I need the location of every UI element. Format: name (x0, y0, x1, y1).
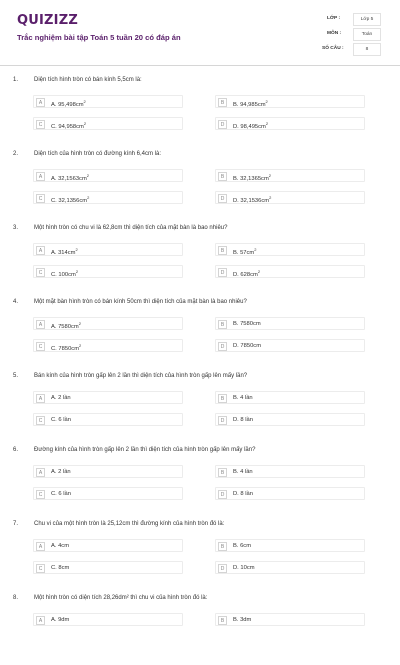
answer-option-a[interactable] (33, 169, 183, 182)
option-letter-box: A (36, 98, 45, 107)
question-4 (0, 295, 400, 369)
option-letter-box: D (218, 564, 227, 573)
option-text: B. 7580cm (233, 321, 261, 327)
question-number: 3. (13, 225, 19, 231)
option-letter-box: C (36, 120, 45, 129)
answer-option-c[interactable] (33, 487, 183, 500)
question-number: 6. (13, 447, 19, 453)
meta-value: Toán (353, 28, 381, 41)
option-text: C. $94,958cm^2$ (51, 121, 87, 130)
answer-option-d[interactable] (215, 561, 365, 574)
question-number: 1. (13, 77, 19, 83)
answer-option-c[interactable] (33, 117, 183, 130)
answer-option-d[interactable] (215, 117, 365, 130)
option-letter-box: C (36, 268, 45, 277)
question-text: Đường kính của hình tròn gấp lên 2 lần thì diện tích của hình tròn gấp lên mấy lần? (34, 447, 256, 453)
option-text: A. 9dm (51, 617, 70, 623)
option-letter-box: D (218, 490, 227, 499)
answer-option-a[interactable] (33, 613, 183, 626)
question-text: Diện tích của hình tròn có đường kính 6,4cm là: (34, 151, 162, 157)
question-7 (0, 517, 400, 591)
quizizz-logo: QUIZIZZ (17, 13, 78, 28)
option-letter-box: C (36, 564, 45, 573)
answer-option-d[interactable] (215, 339, 365, 352)
option-letter-box: D (218, 416, 227, 425)
option-text: B. $94,985cm^2$ (233, 99, 268, 108)
option-text: C. 8cm (51, 565, 70, 571)
question-number: 5. (13, 373, 19, 379)
answer-option-b[interactable] (215, 317, 365, 330)
option-letter-box: B (218, 468, 227, 477)
option-letter-box: A (36, 616, 45, 625)
answer-option-d[interactable] (215, 191, 365, 204)
option-letter-box: A (36, 320, 45, 329)
answer-option-a[interactable] (33, 465, 183, 478)
option-text: D. 8 lần (233, 491, 253, 497)
option-letter-box: A (36, 468, 45, 477)
option-letter-box: B (218, 542, 227, 551)
meta-label: LỚP : (327, 16, 341, 21)
meta-row-class (327, 13, 389, 28)
option-letter-box: C (36, 342, 45, 351)
option-text: D. $628cm^2$ (233, 269, 261, 278)
option-text: B. $57cm^2$ (233, 247, 257, 256)
answer-option-b[interactable] (215, 391, 365, 404)
answer-option-c[interactable] (33, 191, 183, 204)
option-text: C. $100cm^2$ (51, 269, 79, 278)
answer-option-b[interactable] (215, 243, 365, 256)
question-1 (0, 73, 400, 147)
option-letter-box: A (36, 172, 45, 181)
option-text: A. $7580cm^2$ (51, 321, 81, 330)
question-number: 4. (13, 299, 19, 305)
answer-option-c[interactable] (33, 413, 183, 426)
answer-option-a[interactable] (33, 391, 183, 404)
worksheet-header (0, 0, 400, 66)
answer-option-b[interactable] (215, 95, 365, 108)
question-text: Một mặt bàn hình tròn có bán kính 50cm thì diện tích của mặt bàn là bao nhiêu? (34, 299, 247, 305)
question-text: Một hình tròn có chu vi là 62,8cm thì diện tích của mặt bàn là bao nhiêu? (34, 225, 228, 231)
option-text: C. 6 lần (51, 491, 71, 497)
option-letter-box: D (218, 268, 227, 277)
option-text: D. 8 lần (233, 417, 253, 423)
option-letter-box: C (36, 194, 45, 203)
option-letter-box: D (218, 120, 227, 129)
option-text: C. 6 lần (51, 417, 71, 423)
question-number: 2. (13, 151, 19, 157)
option-text: B. 4 lần (233, 469, 253, 475)
option-text: D. 10cm (233, 565, 255, 571)
answer-option-c[interactable] (33, 265, 183, 278)
option-text: D. $32,1536cm^2$ (233, 195, 272, 204)
question-2 (0, 147, 400, 221)
option-text: B. $32,1365cm^2$ (233, 173, 272, 182)
option-text: A. 2 lần (51, 395, 71, 401)
answer-option-a[interactable] (33, 539, 183, 552)
option-text: B. 3dm (233, 617, 252, 623)
meta-row-subject (327, 28, 389, 43)
answer-option-a[interactable] (33, 317, 183, 330)
meta-label: MÔN : (327, 31, 342, 36)
option-text: A. $95,498cm^2$ (51, 99, 86, 108)
question-text: Chu vi của một hình tròn là 25,12cm thì đường kính của hình tròn đó là: (34, 521, 225, 527)
answer-option-c[interactable] (33, 339, 183, 352)
option-text: A. 2 lần (51, 469, 71, 475)
question-number: 8. (13, 595, 19, 601)
question-text: Bán kính của hình tròn gấp lên 2 lần thì diện tích của hình tròn gấp lên mấy lần? (34, 373, 248, 379)
answer-option-b[interactable] (215, 613, 365, 626)
question-6 (0, 443, 400, 517)
meta-label: SỐ CÂU : (322, 46, 344, 51)
question-number: 7. (13, 521, 19, 527)
option-letter-box: D (218, 342, 227, 351)
option-text: D. $98,495cm^2$ (233, 121, 269, 130)
question-3 (0, 221, 400, 295)
answer-option-a[interactable] (33, 243, 183, 256)
option-letter-box: A (36, 542, 45, 551)
option-letter-box: A (36, 394, 45, 403)
option-letter-box: C (36, 416, 45, 425)
option-letter-box: C (36, 490, 45, 499)
option-text: C. $32,1356cm^2$ (51, 195, 90, 204)
option-text: C. $7850cm^2$ (51, 343, 82, 352)
answer-option-b[interactable] (215, 539, 365, 552)
option-text: B. 6cm (233, 543, 252, 549)
option-letter-box: A (36, 246, 45, 255)
option-letter-box: B (218, 320, 227, 329)
question-8 (0, 591, 400, 665)
answer-option-d[interactable] (215, 265, 365, 278)
question-5 (0, 369, 400, 443)
option-letter-box: B (218, 616, 227, 625)
answer-option-c[interactable] (33, 561, 183, 574)
meta-value: 8 (353, 43, 381, 56)
option-letter-box: B (218, 394, 227, 403)
answer-option-d[interactable] (215, 413, 365, 426)
question-list (0, 73, 400, 665)
answer-option-a[interactable] (33, 95, 183, 108)
option-text: D. 7850cm (233, 343, 262, 349)
option-letter-box: B (218, 172, 227, 181)
option-letter-box: B (218, 246, 227, 255)
question-text: Một hình tròn có diện tích 28,26dm² thì chu vi của hình tròn đó là: (34, 595, 208, 601)
worksheet-meta (322, 13, 389, 58)
meta-value: Lớp 5 (353, 13, 381, 26)
answer-option-b[interactable] (215, 169, 365, 182)
option-text: B. 4 lần (233, 395, 253, 401)
option-text: A. $32,1563cm^2$ (51, 173, 90, 182)
meta-row-count (322, 43, 389, 58)
question-text: Diện tích hình tròn có bán kính 5,5cm là: (34, 77, 142, 83)
option-letter-box: B (218, 98, 227, 107)
answer-option-d[interactable] (215, 487, 365, 500)
worksheet-title: Trắc nghiệm bài tập Toán 5 tuần 20 có đáp án (17, 33, 181, 42)
option-text: A. $314cm^2$ (51, 247, 78, 256)
option-text: A. 4cm (51, 543, 70, 549)
option-letter-box: D (218, 194, 227, 203)
answer-option-b[interactable] (215, 465, 365, 478)
